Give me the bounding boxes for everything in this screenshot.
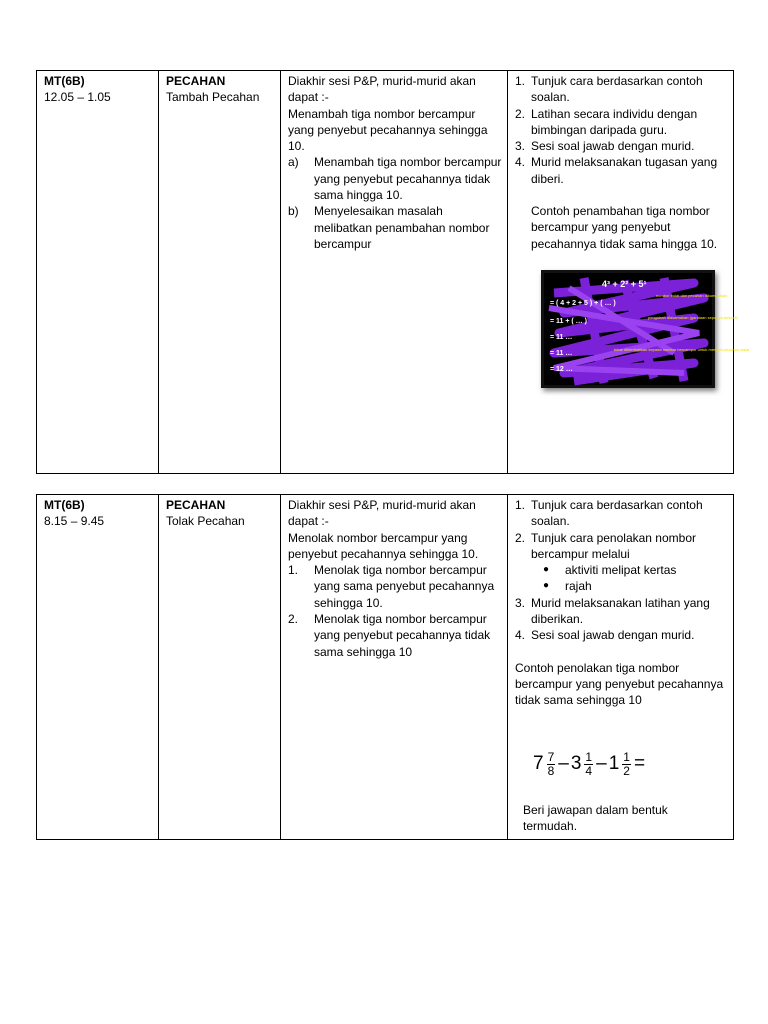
list-item: b) Menyelesaikan masalah melibatkan penambahan nombor bercampur [288,204,490,251]
method-bullets [515,562,728,595]
image-step: = 11 … [550,349,573,357]
lesson-time: 12.05 – 1.05 [44,90,111,105]
topic-cell [159,71,281,473]
scribble-illustration [544,273,750,385]
list-item: 4. Sesi soal jawab dengan murid. [515,628,695,643]
class-name: MT(6B) [44,498,85,512]
activities-list [515,497,728,644]
image-note: tukar dikembalikan kepada nombor bercampur untuk menjadi pecahan wajar [614,346,750,352]
bullet-icon: ● [543,564,550,576]
example-image [541,270,750,388]
fraction: $\frac{7}{8}$ [547,749,555,778]
lesson-table-2 [36,494,734,840]
activities-cell [508,495,733,839]
answer-note: Beri jawapan dalam bentuk termudah. [523,802,668,833]
subtopic: Tambah Pecahan [166,90,260,105]
activities-list [515,73,728,187]
list-item: 1. Tunjuk cara berdasarkan contoh soalan. [515,498,703,529]
topic-title: PECAHAN [166,498,226,512]
image-top-expr: 4³ + 2² + 5¹ [602,278,647,289]
image-note: pengubah diasamakan (gandaan sepunya terkecil) [648,314,738,320]
math-expression: 7 $\frac{7}{8}$ – 3 $\frac{1}{4}$ – 1 $\frac{1}{2}$ = [533,749,646,778]
objectives-cell [281,495,508,839]
sub-objectives-list [288,154,502,252]
example-text: Contoh penambahan tiga nombor bercampur yang penyebut pecahannya tidak sama hingga 10. [531,204,718,251]
class-time-cell [37,71,159,473]
fraction: $\frac{1}{4}$ [585,749,593,778]
list-item: 2. Tunjuk cara penolakan nombor bercampur melalui ● aktiviti melipat kertas ● rajah [515,530,728,595]
bullet-item: ● aktiviti melipat kertas [543,563,677,578]
list-item: 2. Menolak tiga nombor bercampur yang penyebut pecahannya tidak sama sehingga 10 [288,612,491,659]
image-step: = 12 … [550,365,573,373]
topic-title: PECAHAN [166,74,226,88]
image-step: = 11 … [550,333,573,341]
list-item: 2. Latihan secara individu dengan bimbingan daripada guru. [515,106,698,137]
fraction: $\frac{1}{2}$ [623,749,630,778]
sub-objectives-list [288,562,502,660]
image-step: = ( 4 + 2 + 5 ) + ( … ) [550,299,616,307]
activities-cell [508,71,750,473]
objectives-cell [281,71,508,473]
bullet-icon: ● [543,580,550,592]
list-item: a) Menambah tiga nombor bercampur yang penyebut pecahannya tidak sama hingga 10. [288,155,502,203]
list-item: 4. Murid melaksanakan tugasan yang diberi. [515,155,718,186]
image-step: = 11 + ( … ) [550,317,587,325]
class-name: MT(6B) [44,74,85,88]
objective-intro: Diakhir sesi P&P, murid-murid akan dapat :- [288,74,476,105]
bullet-item: ● rajah [543,579,592,594]
list-item: 1. Menolak tiga nombor bercampur yang sama penyebut pecahannya sehingga 10. [288,563,495,610]
list-item: 3. Murid melaksanakan latihan yang diberikan. [515,595,710,627]
objective-main: Menambah tiga nombor bercampur yang penyebut pecahannya sehingga 10. [288,106,488,154]
example-text: Contoh penolakan tiga nombor bercampur yang penyebut pecahannya tidak sama sehingga 10 [515,660,724,708]
objective-main: Menolak nombor bercampur yang penyebut pecahannya sehingga 10. [288,530,479,561]
lesson-table-1 [36,70,750,474]
subtopic: Tolak Pecahan [166,514,245,529]
class-time-cell [37,495,159,839]
topic-cell [159,495,281,839]
list-item: 3. Sesi soal jawab dengan murid. [515,139,695,154]
image-note: nombor bulat dan pecahan dikumpulkan [656,292,728,298]
list-item: 1. Tunjuk cara berdasarkan contoh soalan. [515,74,703,105]
objective-intro: Diakhir sesi P&P, murid-murid akan dapat :- [288,498,476,529]
lesson-time: 8.15 – 9.45 [44,514,105,529]
